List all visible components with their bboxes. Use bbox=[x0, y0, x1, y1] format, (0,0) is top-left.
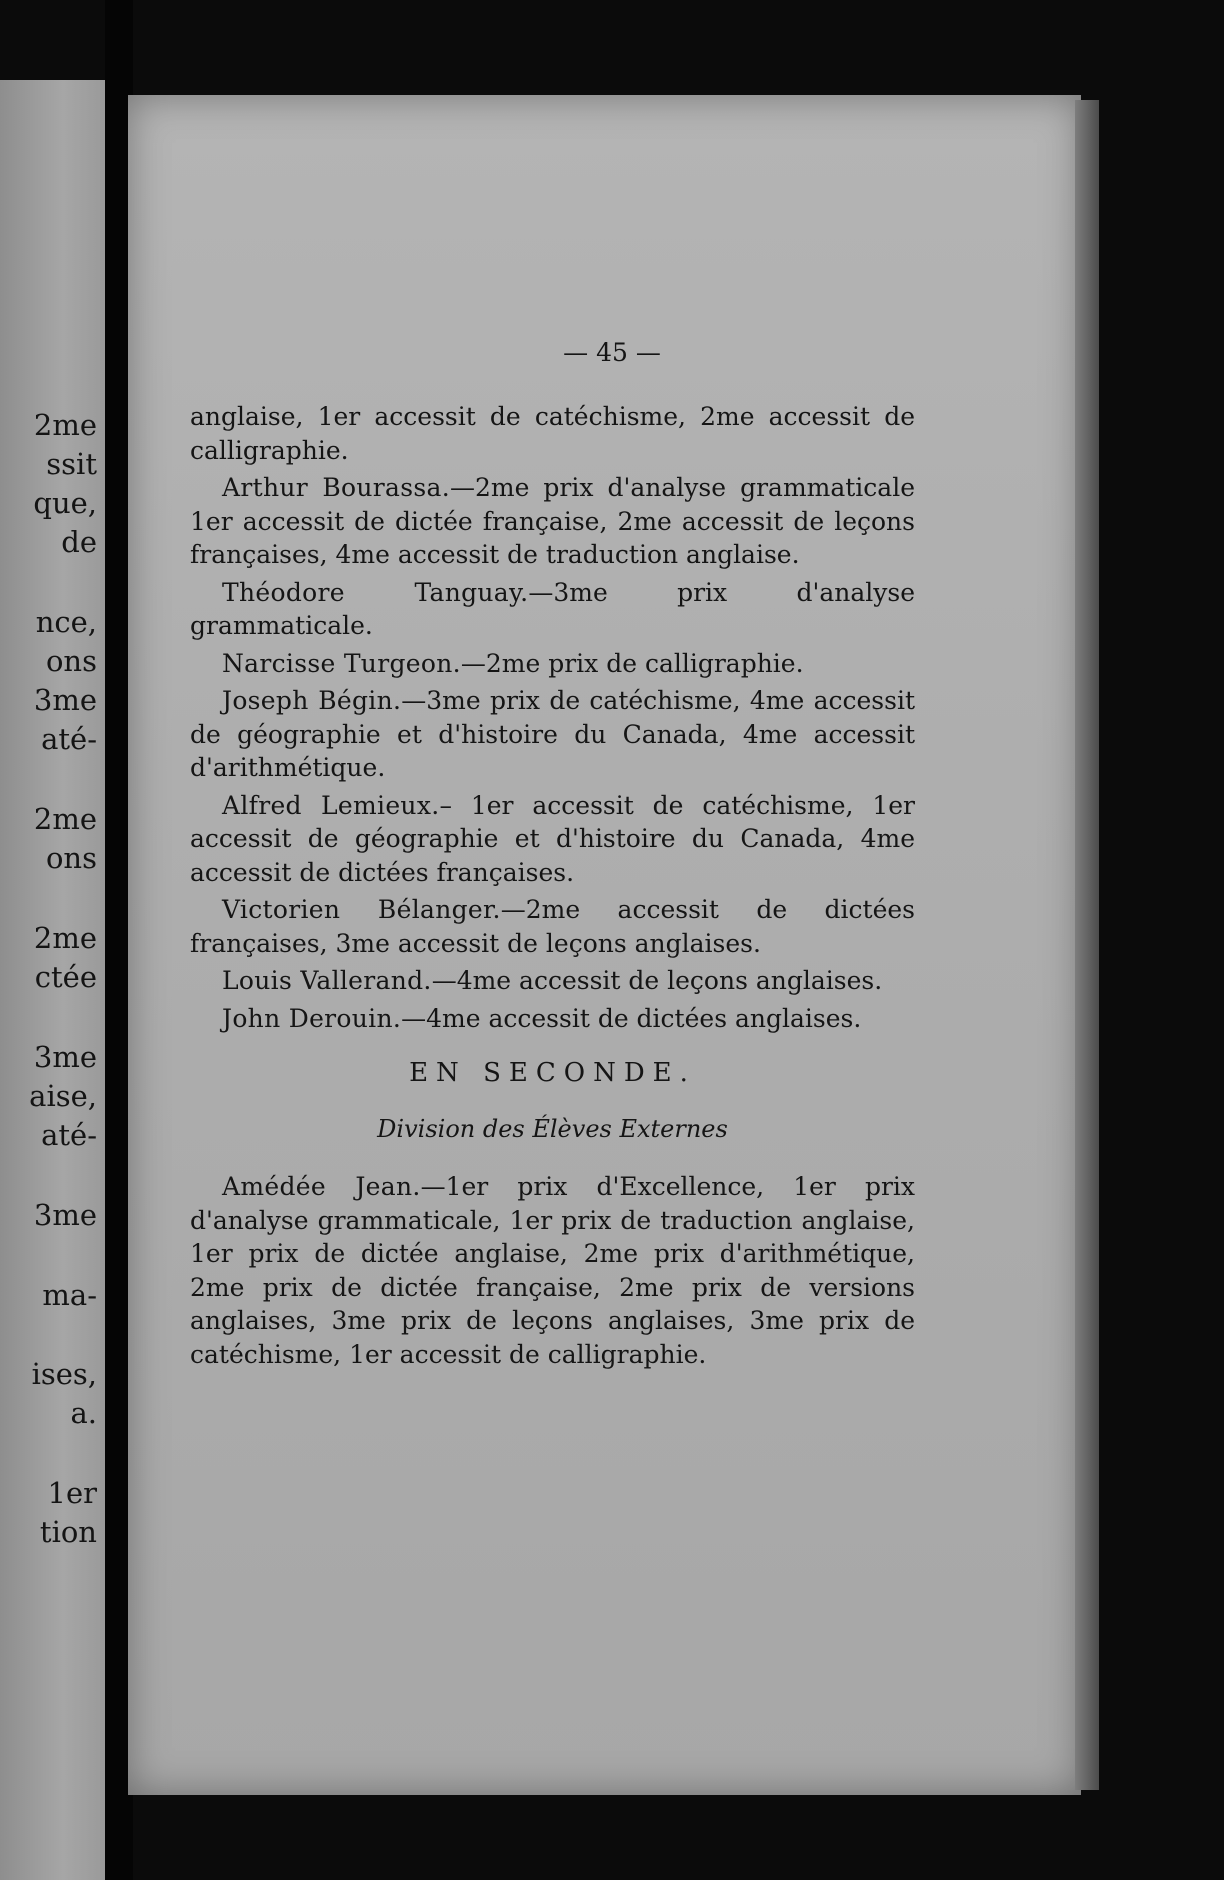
left-page-line: tion bbox=[39, 1515, 97, 1549]
paragraph bbox=[190, 647, 915, 681]
page-body bbox=[190, 340, 915, 1375]
award-text: —4me accessit de dictées anglaises. bbox=[401, 1003, 862, 1033]
paragraph bbox=[190, 1170, 915, 1371]
left-page-line: nce, bbox=[35, 605, 97, 639]
student-name: Amédée Jean. bbox=[222, 1172, 421, 1201]
left-page-line: ma- bbox=[42, 1278, 97, 1312]
paragraph bbox=[190, 576, 915, 643]
paragraph bbox=[190, 964, 915, 998]
paragraph bbox=[190, 471, 915, 572]
student-name: Victorien Bélanger. bbox=[222, 895, 501, 924]
left-page-line: de bbox=[61, 525, 97, 559]
left-page-line: até- bbox=[41, 1118, 97, 1152]
paragraph bbox=[190, 1002, 915, 1036]
paragraph bbox=[190, 789, 915, 890]
left-page-line: a. bbox=[70, 1396, 97, 1430]
left-page-line: que, bbox=[33, 486, 97, 520]
page-number: — 45 — bbox=[563, 338, 661, 367]
student-name: Théodore Tanguay. bbox=[222, 577, 529, 607]
paragraph bbox=[190, 893, 915, 960]
award-text: —3me prix de catéchisme, 4me accessit de géographie et d'histoire du Canada, 4me accessit d'arithmétique. bbox=[190, 686, 915, 782]
paragraph bbox=[190, 400, 915, 467]
section-heading: EN SECONDE. bbox=[409, 1058, 696, 1088]
award-text: —1er prix d'Excellence, 1er prix d'analyse grammaticale, 1er prix de traduction anglaise, 1er prix de dictée anglaise, 2me prix d'arithmétique, 2me prix de dictée française, 2me prix de versions anglaises, 3me prix de leçons anglaises, 3me prix de catéchisme, 1er accessit de calligraphie. bbox=[190, 1172, 915, 1369]
left-page-line: ons bbox=[45, 644, 97, 678]
left-page-line: 1er bbox=[47, 1476, 97, 1510]
award-text: —2me prix d'analyse grammaticale 1er accessit de dictée française, 2me accessit de leçons françaises, 4me accessit de traduction anglaise. bbox=[190, 473, 915, 569]
award-text: —2me accessit de dictées françaises, 3me accessit de leçons anglaises. bbox=[190, 895, 915, 958]
left-page-line: aise, bbox=[29, 1079, 97, 1113]
award-text: —3me prix d'analyse grammaticale. bbox=[190, 577, 915, 640]
left-page-line: até- bbox=[41, 722, 97, 756]
student-name: Alfred Lemieux. bbox=[222, 790, 440, 820]
left-page-line: 3me bbox=[33, 683, 97, 717]
student-name: Joseph Bégin. bbox=[222, 686, 402, 715]
section-subheading: Division des Élèves Externes bbox=[377, 1114, 728, 1143]
left-page-line: ises, bbox=[31, 1357, 97, 1391]
left-page-line: 2me bbox=[33, 921, 97, 955]
left-page-line: 3me bbox=[33, 1198, 97, 1232]
award-text: —2me prix de calligraphie. bbox=[460, 648, 804, 678]
paragraph bbox=[190, 684, 915, 785]
left-page-line: ons bbox=[45, 841, 97, 875]
student-name: Louis Vallerand. bbox=[222, 966, 432, 995]
left-page-line: 2me bbox=[33, 408, 97, 442]
left-page-line: 2me bbox=[33, 802, 97, 836]
award-text: anglaise, 1er accessit de catéchisme, 2me accessit de calligraphie. bbox=[190, 402, 915, 465]
award-text: – 1er accessit de catéchisme, 1er accessit de géographie et d'histoire du Canada, 4me accessit de dictées françaises. bbox=[190, 790, 915, 887]
student-name: Arthur Bourassa. bbox=[222, 473, 450, 502]
left-page-line: ssit bbox=[46, 447, 97, 481]
left-page-line: ctée bbox=[34, 960, 97, 994]
award-text: —4me accessit de leçons anglaises. bbox=[431, 966, 883, 995]
student-name: John Derouin. bbox=[222, 1003, 402, 1033]
left-page-line: 3me bbox=[33, 1040, 97, 1074]
student-name: Narcisse Turgeon. bbox=[222, 648, 461, 678]
